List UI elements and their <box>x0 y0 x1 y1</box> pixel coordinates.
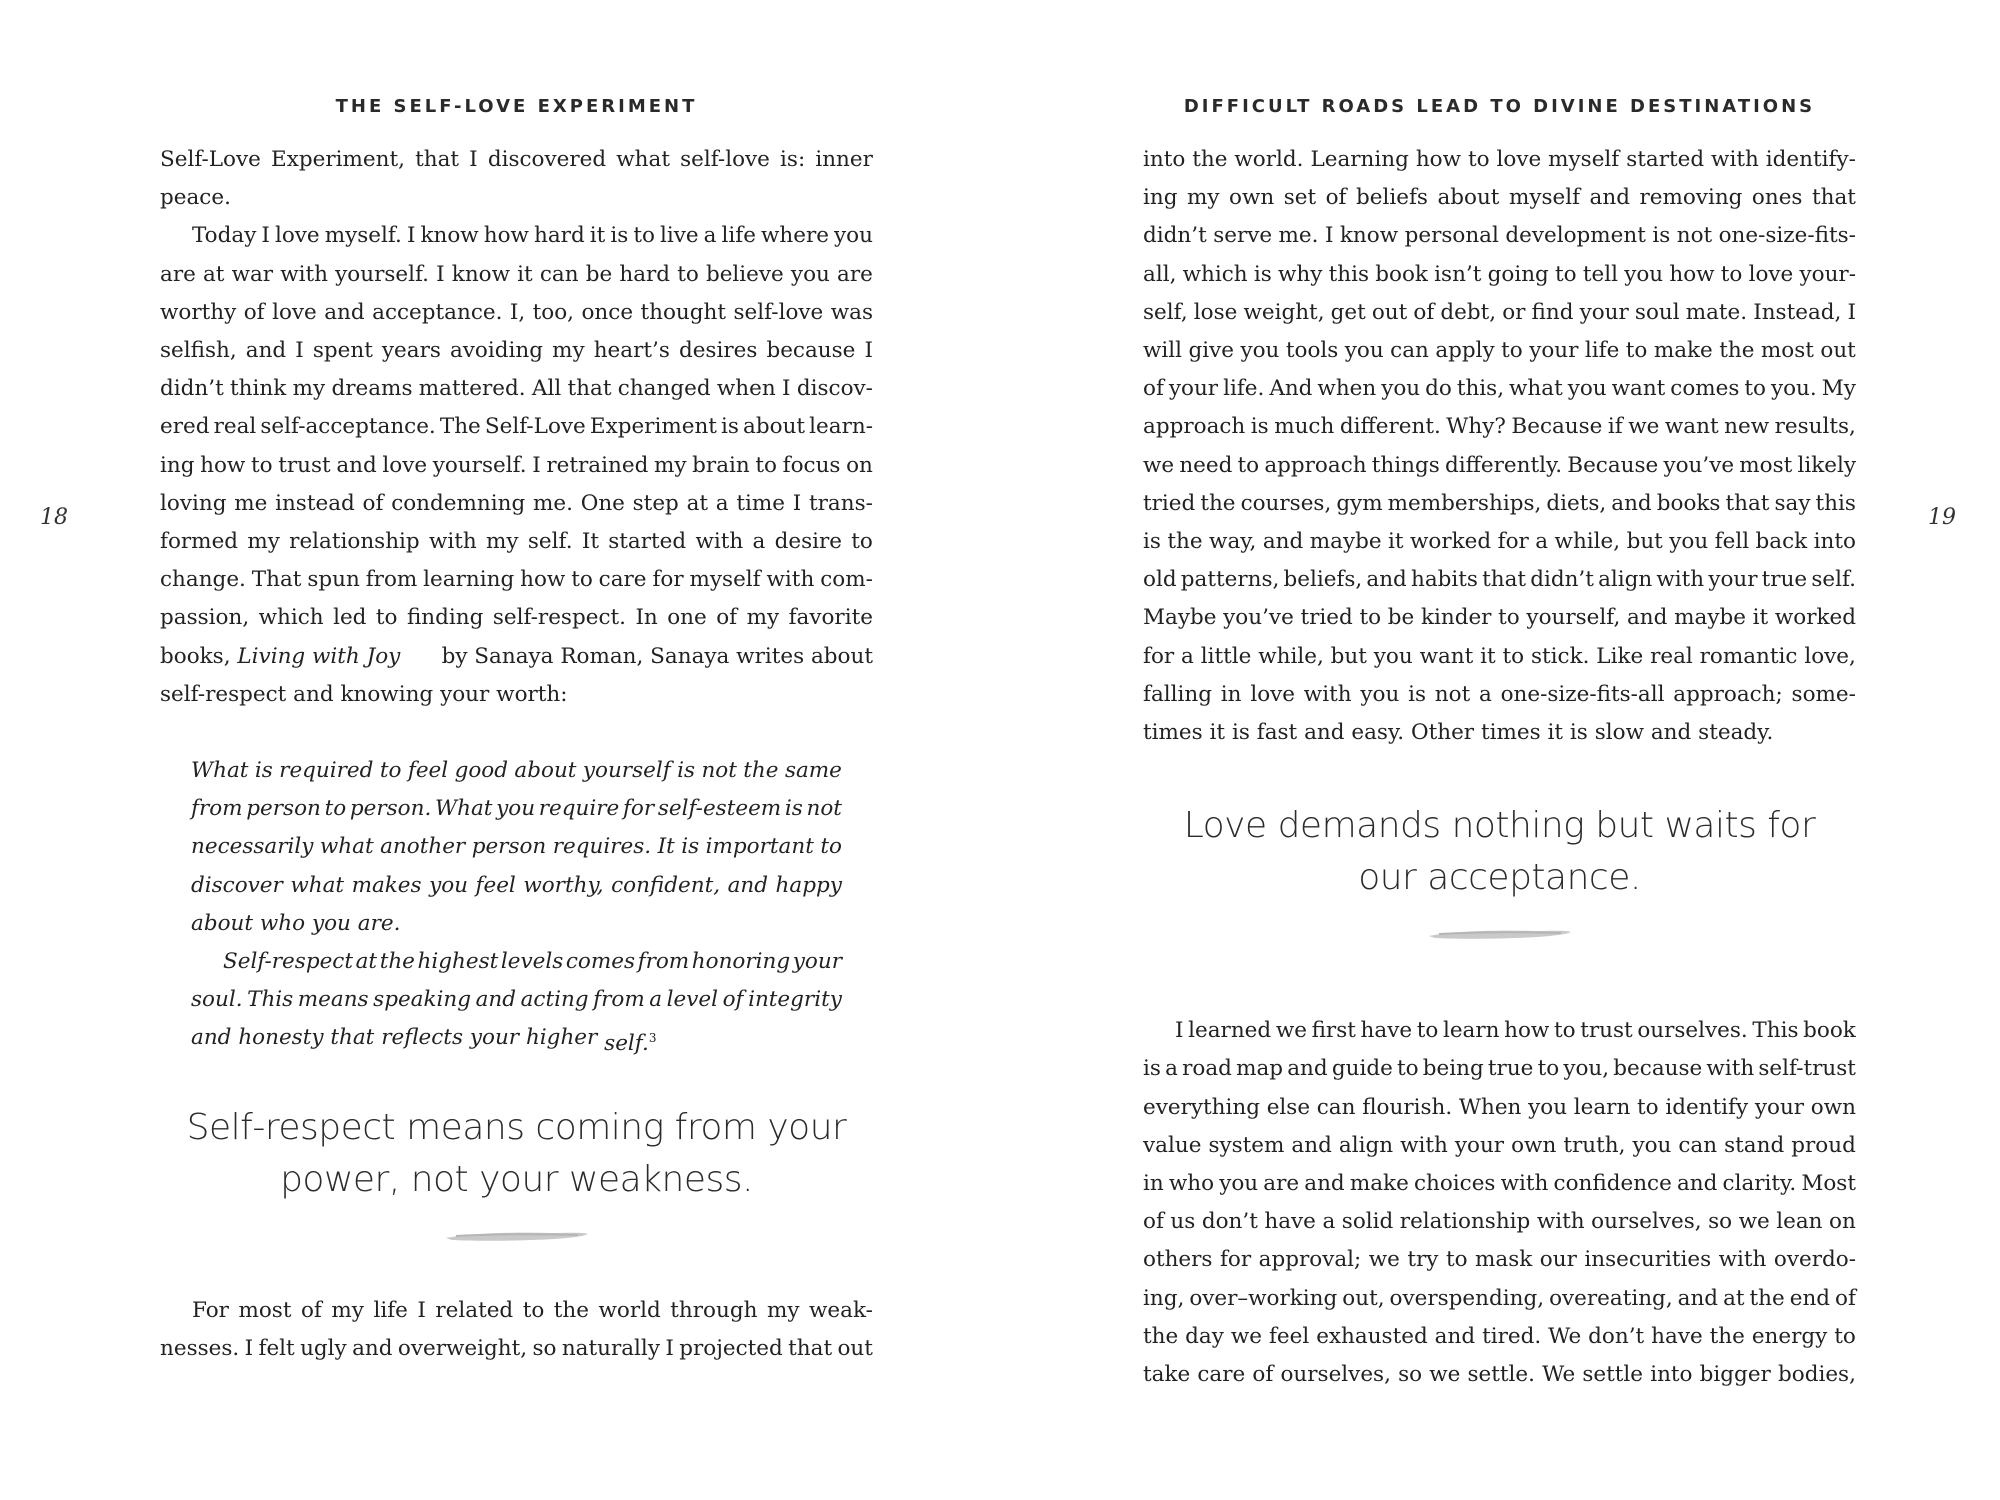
text-line: necessarily what another person requires. It is important to <box>191 834 842 860</box>
text-line: everything else can flourish. When you learn to identify your own <box>1143 1094 1856 1120</box>
book-title: Living with Joy <box>237 643 401 669</box>
brush-stroke-divider <box>1425 922 1575 946</box>
pull-quote <box>1143 800 1856 904</box>
pull-quote-line: Love demands nothing but waits for <box>1183 805 1816 847</box>
text-line: is a road map and guide to being true to you, because with self-trust <box>1143 1056 1856 1082</box>
text-line: books, Living with Joy by Sanaya Roman, Sanaya writes about <box>160 643 873 669</box>
pull-quote-line: power, not your weakness. <box>280 1158 753 1200</box>
text-line: others for approval; we try to mask our insecurities with overdo- <box>1143 1247 1856 1273</box>
text-line: take care of ourselves, so we settle. We settle into bigger bodies, <box>1143 1362 1856 1388</box>
text-line: value system and align with your own truth, you can stand proud <box>1143 1132 1856 1158</box>
text-line: are at war with yourself. I know it can be hard to believe you are <box>160 261 873 287</box>
left-page-body <box>160 141 873 1368</box>
text-line: is the way, and maybe it worked for a while, but you fell back into <box>1143 529 1856 555</box>
text-line: times it is fast and easy. Other times it is slow and steady. <box>1143 720 1774 746</box>
text-line: worthy of love and acceptance. I, too, once thought self-love was <box>160 299 873 325</box>
paragraph <box>160 141 873 217</box>
text-line: into the world. Learning how to love myself started with identify- <box>1143 147 1856 172</box>
text-line: ing my own set of beliefs about myself and removing ones that <box>1143 185 1856 211</box>
text-line: for a little while, but you want it to stick. Like real romantic love, <box>1143 643 1856 669</box>
text-line: formed my relationship with my self. It started with a desire to <box>160 529 873 555</box>
paragraph <box>160 1292 873 1368</box>
text-line: ing, over–working out, overspending, overeating, and at the end of <box>1143 1285 1856 1311</box>
text-line: didn’t serve me. I know personal development is not one-size-fits- <box>1143 223 1856 249</box>
pull-quote <box>160 1102 873 1206</box>
text-line: selfish, and I spent years avoiding my heart’s desires because I <box>160 338 873 364</box>
running-head-right: DIFFICULT ROADS LEAD TO DIVINE DESTINATIONS <box>1183 96 1816 117</box>
page-number-left: 18 <box>40 505 68 530</box>
text-line: What is required to feel good about yourself is not the same <box>191 758 842 784</box>
pull-quote-line: Self-respect means coming from your <box>186 1106 847 1148</box>
text-line: passion, which led to finding self-respect. In one of my favorite <box>160 605 873 631</box>
running-head-left: THE SELF-LOVE EXPERIMENT <box>335 96 698 117</box>
text-line: ing how to trust and love yourself. I retrained my brain to focus on <box>160 452 873 478</box>
text-line: will give you tools you can apply to your life to make the most out <box>1143 338 1856 364</box>
text-line: about who you are. <box>191 910 401 936</box>
text-line: from person to person. What you require for self-esteem is not <box>191 796 842 822</box>
footnote-marker: 3 <box>648 1031 657 1046</box>
text-line: tried the courses, gym memberships, diets, and books that say this <box>1143 490 1856 516</box>
paragraph <box>1143 1012 1856 1394</box>
text-line: nesses. I felt ugly and overweight, so naturally I projected that out <box>160 1336 873 1362</box>
text-line: falling in love with you is not a one-size-fits-all approach; some- <box>1143 681 1856 707</box>
text-line: old patterns, beliefs, and habits that didn’t align with your true self. <box>1143 567 1856 593</box>
text-line: Today I love myself. I know how hard it is to live a life where you <box>192 223 873 249</box>
text-line: the day we feel exhausted and tired. We don’t have the energy to <box>1143 1323 1856 1349</box>
paragraph <box>160 217 873 714</box>
text-line: of us don’t have a solid relationship with ourselves, so we lean on <box>1143 1209 1856 1235</box>
page-number-right: 19 <box>1928 505 1956 530</box>
text-line: Self-respect at the highest levels comes from honoring your <box>223 949 842 975</box>
brush-stroke-divider <box>442 1224 592 1248</box>
text-line: Maybe you’ve tried to be kinder to yourself, and maybe it worked <box>1143 605 1856 631</box>
text-line: For most of my life I related to the world through my weak- <box>192 1297 873 1323</box>
text-line: ered real self-acceptance. The Self-Love Experiment is about learn- <box>160 414 873 440</box>
text-line: and honesty that reflects your higher self.$^3$ <box>191 1025 657 1057</box>
text-line: all, which is why this book isn’t going to tell you how to love your- <box>1143 261 1856 287</box>
text-line: self, lose weight, get out of debt, or find your soul mate. Instead, I <box>1143 299 1856 325</box>
right-page <box>1000 0 2000 1500</box>
text-line: Self-Love Experiment, that I discovered what self-love is: inner <box>160 147 873 172</box>
text-line: peace. <box>160 185 231 211</box>
text-line: of your life. And when you do this, what you want comes to you. My <box>1143 376 1856 402</box>
text-line: didn’t think my dreams mattered. All that changed when I discov- <box>160 376 873 402</box>
text-line: change. That spun from learning how to care for myself with com- <box>160 567 873 593</box>
paragraph <box>1143 141 1856 752</box>
text-line: discover what makes you feel worthy, confident, and happy <box>191 872 842 898</box>
text-line: soul. This means speaking and acting from a level of integrity <box>191 987 842 1013</box>
text-line: approach is much different. Why? Because if we want new results, <box>1143 414 1856 440</box>
block-quote <box>160 752 873 1064</box>
text-line: I learned we first have to learn how to trust ourselves. This book <box>1175 1018 1856 1044</box>
text-line: loving me instead of condemning me. One step at a time I trans- <box>160 490 873 516</box>
text-line: self-respect and knowing your worth: <box>160 681 568 707</box>
pull-quote-line: our acceptance. <box>1358 857 1641 899</box>
text-line: we need to approach things differently. Because you’ve most likely <box>1143 452 1856 478</box>
text-line: in who you are and make choices with confidence and clarity. Most <box>1143 1171 1856 1197</box>
right-page-body <box>1143 141 1856 1394</box>
